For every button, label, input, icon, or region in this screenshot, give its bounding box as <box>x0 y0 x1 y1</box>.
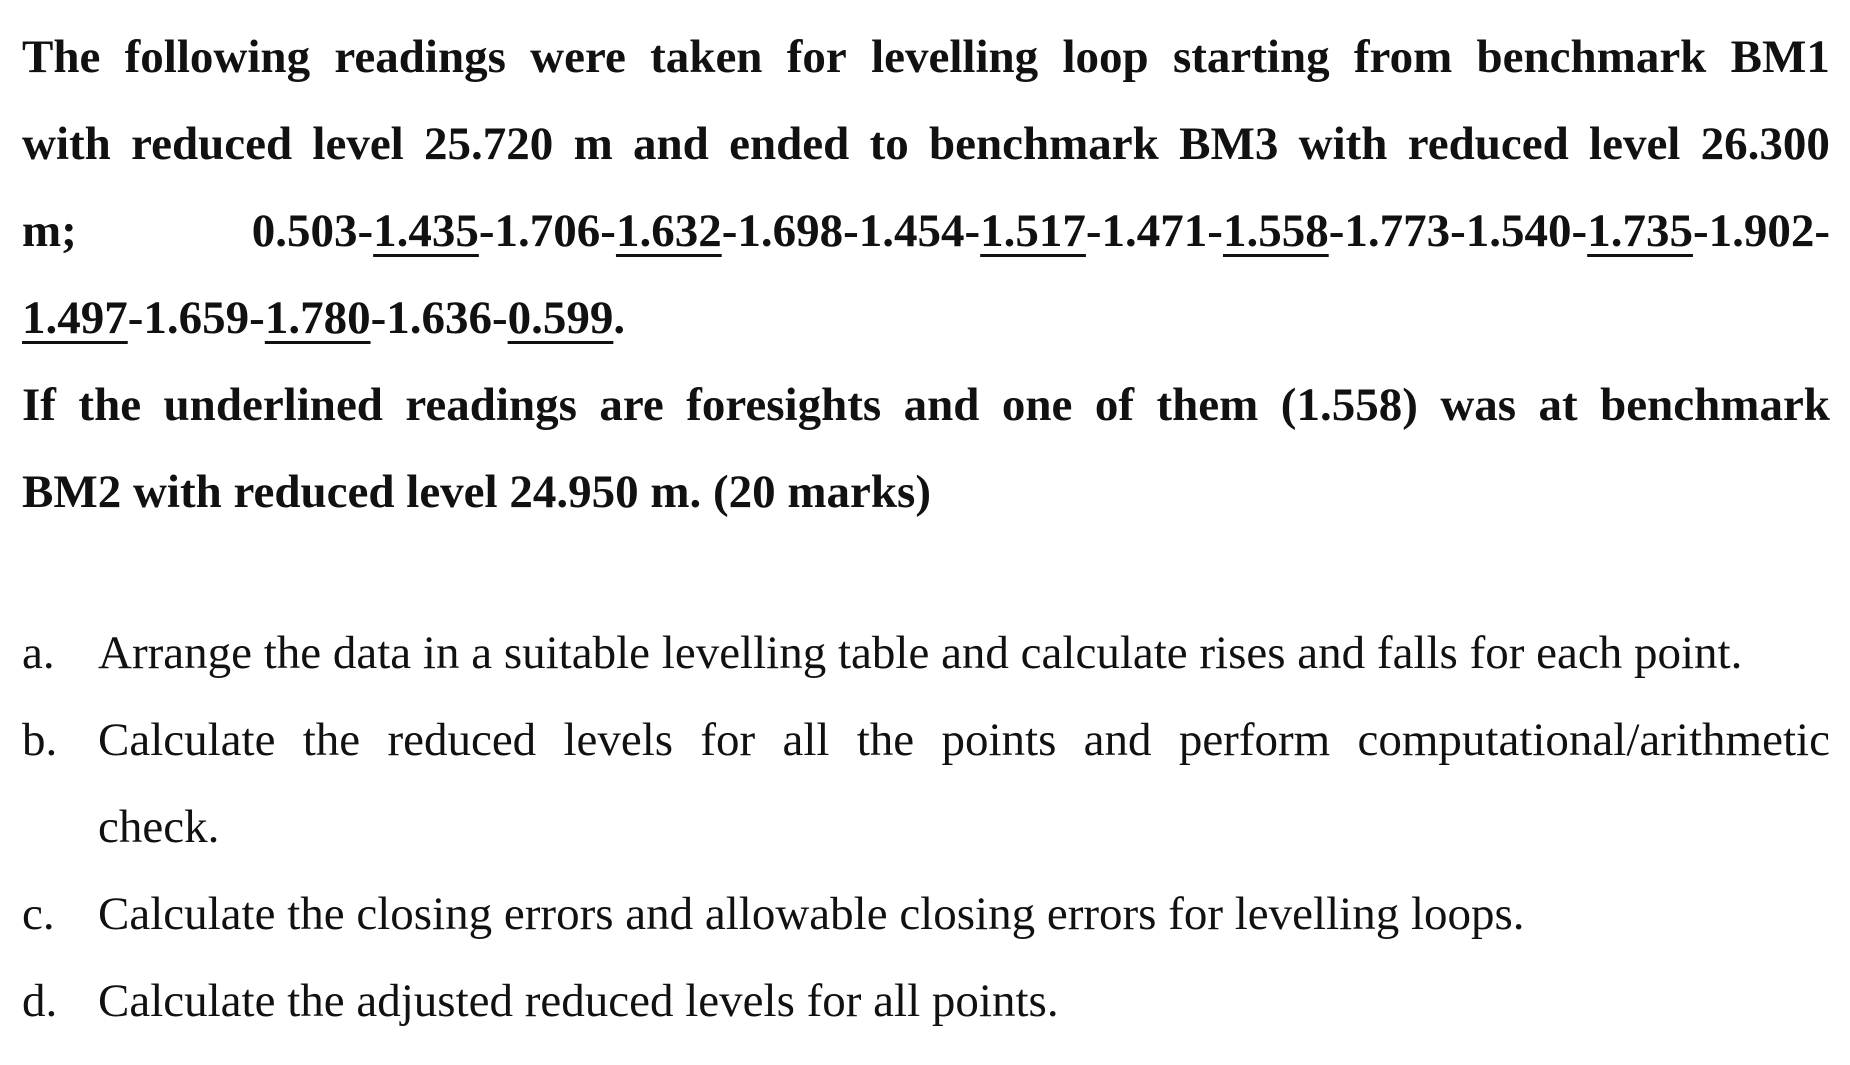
problem-statement <box>22 14 1830 536</box>
task-word: and <box>1083 714 1152 766</box>
task-b-line-2: check. <box>98 801 220 853</box>
readings-lead: m; <box>22 205 77 257</box>
task-word: for <box>700 714 756 766</box>
task-text: Calculate the closing errors and allowable closing errors for levelling loops. <box>98 888 1525 940</box>
statement-word: benchmark <box>1600 379 1830 431</box>
task-word: levels <box>563 714 674 766</box>
statement-word: taken <box>650 31 763 83</box>
statement-word: reduced <box>1407 118 1569 170</box>
statement-word: The <box>22 31 101 83</box>
statement-word: BM1 <box>1730 31 1830 83</box>
statement-word: them <box>1156 379 1259 431</box>
statement-word: to <box>869 118 909 170</box>
reading-segment: -1.698-1.454- <box>721 205 981 257</box>
task-word: all <box>782 714 830 766</box>
task-list <box>22 610 1830 1045</box>
statement-word: ended <box>729 118 850 170</box>
statement-word: foresights <box>686 379 882 431</box>
task-word: the <box>302 714 361 766</box>
statement-word: and <box>903 379 980 431</box>
task-text: Calculate the adjusted reduced levels for all points. <box>98 975 1059 1027</box>
foresight-reading: 1.632 <box>615 205 722 257</box>
statement-word: at <box>1538 379 1578 431</box>
statement-word: levelling <box>871 31 1039 83</box>
statement-word: with <box>1298 118 1388 170</box>
statement-word: starting <box>1172 31 1330 83</box>
statement-word: with <box>22 118 111 170</box>
task-item-a <box>22 610 1830 697</box>
task-letter: a. <box>22 627 55 679</box>
statement-word: and <box>633 118 709 170</box>
statement-word: (1.558) <box>1280 379 1418 431</box>
task-item-c <box>22 871 1830 958</box>
task-text: Arrange the data in a suitable levelling table and calculate rises and falls for each point. <box>98 627 1743 679</box>
task-b-line-1 <box>98 697 1830 784</box>
reading-segment: 0.503 <box>251 205 358 257</box>
statement-line-4: BM2 with reduced level 24.950 m. (20 marks) <box>22 466 931 518</box>
statement-word: readings <box>334 31 506 83</box>
task-text <box>98 697 1830 871</box>
statement-word: was <box>1440 379 1517 431</box>
task-word: reduced <box>387 714 537 766</box>
foresight-reading: 1.435 <box>373 205 479 257</box>
task-item-b <box>22 697 1830 871</box>
readings-line-2 <box>22 275 1830 362</box>
statement-word: were <box>530 31 626 83</box>
statement-word: are <box>599 379 664 431</box>
statement-word: following <box>124 31 311 83</box>
statement-line-1 <box>22 14 1830 101</box>
foresight-reading: 0.599 <box>507 292 614 344</box>
statement-word: reduced <box>131 118 293 170</box>
reading-segment: -1.636- <box>370 292 508 344</box>
foresight-reading: 1.558 <box>1222 205 1329 257</box>
reading-segment: - <box>357 205 374 257</box>
task-item-d <box>22 958 1830 1045</box>
statement-word: the <box>78 379 142 431</box>
task-word: Calculate <box>98 714 276 766</box>
task-word: perform <box>1178 714 1331 766</box>
task-word: points <box>941 714 1057 766</box>
foresight-reading: 1.780 <box>264 292 371 344</box>
foresight-reading: 1.497 <box>22 292 128 344</box>
readings-line-1 <box>22 188 1830 275</box>
reading-segment: -1.902- <box>1692 205 1830 257</box>
statement-line-3 <box>22 362 1830 449</box>
task-word: the <box>856 714 915 766</box>
statement-word: underlined <box>163 379 383 431</box>
statement-word: m <box>573 118 613 170</box>
reading-segment: . <box>613 292 626 344</box>
reading-segment: -1.706- <box>478 205 616 257</box>
statement-word: If <box>22 379 56 431</box>
reading-segment: -1.471- <box>1085 205 1223 257</box>
statement-word: for <box>786 31 847 83</box>
statement-word: loop <box>1062 31 1149 83</box>
statement-word: of <box>1094 379 1135 431</box>
foresight-reading: 1.735 <box>1587 205 1693 257</box>
reading-segment: -1.659- <box>127 292 265 344</box>
foresight-reading: 1.517 <box>980 205 1086 257</box>
statement-line-2 <box>22 101 1830 188</box>
statement-word: level <box>312 118 404 170</box>
task-letter: c. <box>22 888 55 940</box>
task-letter: b. <box>22 714 58 766</box>
statement-word: benchmark <box>929 118 1159 170</box>
statement-word: readings <box>405 379 577 431</box>
statement-word: level <box>1589 118 1681 170</box>
statement-word: one <box>1001 379 1073 431</box>
reading-segment: -1.773-1.540- <box>1328 205 1588 257</box>
readings-sequence-1 <box>252 188 1830 275</box>
statement-word: 25.720 <box>424 118 554 170</box>
statement-word: BM3 <box>1179 118 1279 170</box>
task-letter: d. <box>22 975 58 1027</box>
statement-word: benchmark <box>1476 31 1707 83</box>
task-word: computational/arithmetic <box>1357 714 1830 766</box>
statement-word: 26.300 <box>1700 118 1830 170</box>
statement-word: from <box>1353 31 1453 83</box>
